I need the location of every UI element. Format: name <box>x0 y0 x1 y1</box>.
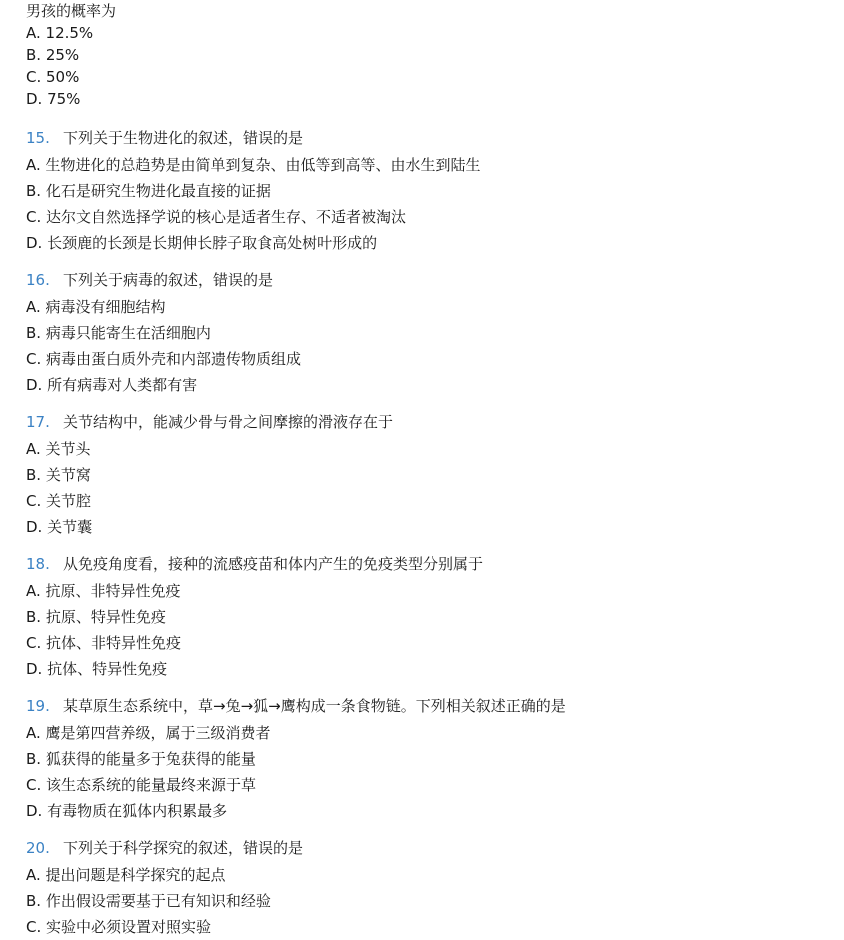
option-d: D. 长颈鹿的长颈是长期伸长脖子取食高处树叶形成的 <box>26 234 378 252</box>
option-d: D. 关节囊 <box>26 518 93 536</box>
question-20 <box>26 836 826 940</box>
option-a: A. 生物进化的总趋势是由简单到复杂、由低等到高等、由水生到陆生 <box>26 156 481 174</box>
question-19 <box>26 694 826 824</box>
question-stem: 某草原生态系统中，草→兔→狐→鹰构成一条食物链。下列相关叙述正确的是 <box>63 697 566 715</box>
option-d: D. 有毒物质在狐体内积累最多 <box>26 802 228 820</box>
question-number: 16. <box>26 271 50 289</box>
exam-page <box>26 0 826 940</box>
question-stem: 从免疫角度看，接种的流感疫苗和体内产生的免疫类型分别属于 <box>63 555 484 573</box>
question-number: 20. <box>26 839 50 857</box>
option-b: B. 狐获得的能量多于兔获得的能量 <box>26 750 256 768</box>
question-17 <box>26 410 826 540</box>
option-c: C. 病毒由蛋白质外壳和内部遗传物质组成 <box>26 350 302 368</box>
option-a: A. 鹰是第四营养级，属于三级消费者 <box>26 724 271 742</box>
option-d: D. 所有病毒对人类都有害 <box>26 376 198 394</box>
question-18 <box>26 552 826 682</box>
question-number: 15. <box>26 129 50 147</box>
option-b: B. 关节窝 <box>26 466 91 484</box>
option-c: C. 关节腔 <box>26 492 92 510</box>
option-b: B. 病毒只能寄生在活细胞内 <box>26 324 211 342</box>
question-stem: 下列关于生物进化的叙述，错误的是 <box>63 129 304 147</box>
option-c: C. 达尔文自然选择学说的核心是适者生存、不适者被淘汰 <box>26 208 407 226</box>
question-stem: 下列关于科学探究的叙述，错误的是 <box>63 839 304 857</box>
option-a: A. 抗原、非特异性免疫 <box>26 582 181 600</box>
option-a: A. 关节头 <box>26 440 91 458</box>
option-d: D. 抗体、特异性免疫 <box>26 660 168 678</box>
option-c: C. 抗体、非特异性免疫 <box>26 634 182 652</box>
option-b: B. 作出假设需要基于已有知识和经验 <box>26 892 271 910</box>
option-a: A. 病毒没有细胞结构 <box>26 298 166 316</box>
continued-question <box>26 0 826 110</box>
option-a: A. 12.5% <box>26 24 94 42</box>
option-c: C. 该生态系统的能量最终来源于草 <box>26 776 257 794</box>
option-c: C. 实验中必须设置对照实验 <box>26 918 212 936</box>
question-number: 18. <box>26 555 50 573</box>
question-number: 17. <box>26 413 50 431</box>
question-stem: 下列关于病毒的叙述，错误的是 <box>63 271 274 289</box>
option-b: B. 25% <box>26 46 80 64</box>
question-stem: 男孩的概率为 <box>26 2 117 20</box>
option-d: D. 75% <box>26 90 81 108</box>
option-c: C. 50% <box>26 68 80 86</box>
option-b: B. 抗原、特异性免疫 <box>26 608 166 626</box>
option-b: B. 化石是研究生物进化最直接的证据 <box>26 182 271 200</box>
question-16 <box>26 268 826 398</box>
question-stem: 关节结构中，能减少骨与骨之间摩擦的滑液存在于 <box>63 413 394 431</box>
question-15 <box>26 126 826 256</box>
option-a: A. 提出问题是科学探究的起点 <box>26 866 226 884</box>
question-number: 19. <box>26 697 50 715</box>
